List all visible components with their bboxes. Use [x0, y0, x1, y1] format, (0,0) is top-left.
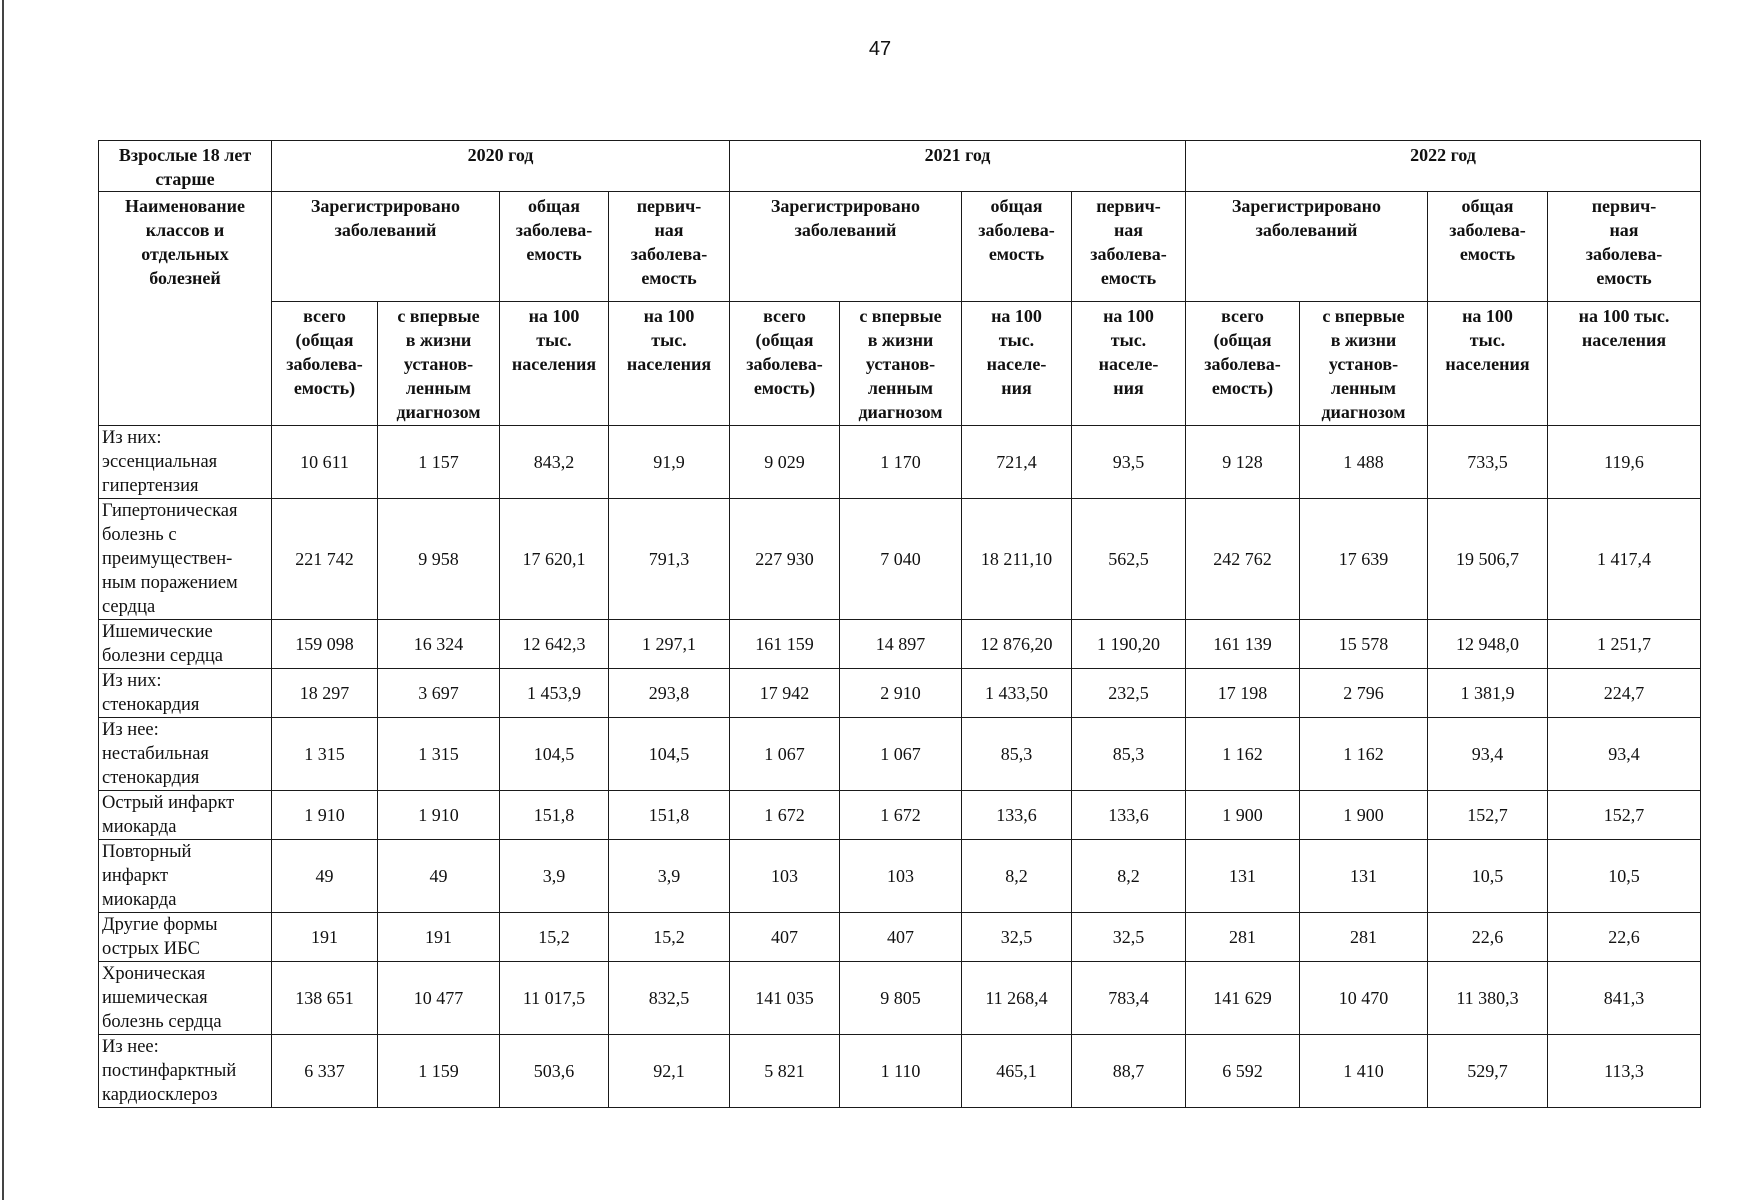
primary-morbidity-header: первич- ная заболева- емость — [1072, 192, 1186, 302]
value-cell: 242 762 — [1186, 499, 1300, 620]
value-cell: 227 930 — [730, 499, 840, 620]
value-cell: 113,3 — [1548, 1035, 1701, 1108]
per-100k-header: на 100 тыс. населения — [1548, 302, 1701, 426]
value-cell: 49 — [272, 840, 378, 913]
disease-name-cell: Повторный инфаркт миокарда — [99, 840, 272, 913]
value-cell: 281 — [1186, 913, 1300, 962]
disease-name-cell: Из них: эссенциальная гипертензия — [99, 426, 272, 499]
value-cell: 1 672 — [840, 791, 962, 840]
value-cell: 9 958 — [378, 499, 500, 620]
value-cell: 5 821 — [730, 1035, 840, 1108]
general-morbidity-header: общая заболева- емость — [500, 192, 609, 302]
value-cell: 1 900 — [1300, 791, 1428, 840]
header-row-groups — [99, 192, 1701, 302]
value-cell: 18 211,10 — [962, 499, 1072, 620]
page-number: 47 — [868, 38, 892, 60]
value-cell: 11 380,3 — [1428, 962, 1548, 1035]
value-cell: 10 470 — [1300, 962, 1428, 1035]
value-cell: 1 488 — [1300, 426, 1428, 499]
general-morbidity-header: общая заболева- емость — [962, 192, 1072, 302]
value-cell: 131 — [1186, 840, 1300, 913]
value-cell: 6 337 — [272, 1035, 378, 1108]
value-cell: 159 098 — [272, 620, 378, 669]
value-cell: 1 162 — [1300, 718, 1428, 791]
value-cell: 843,2 — [500, 426, 609, 499]
value-cell: 92,1 — [609, 1035, 730, 1108]
value-cell: 22,6 — [1548, 913, 1701, 962]
value-cell: 17 198 — [1186, 669, 1300, 718]
per-100k-header: на 100 тыс. населения — [609, 302, 730, 426]
value-cell: 8,2 — [962, 840, 1072, 913]
table-row — [99, 840, 1701, 913]
value-cell: 407 — [730, 913, 840, 962]
value-cell: 138 651 — [272, 962, 378, 1035]
value-cell: 281 — [1300, 913, 1428, 962]
value-cell: 232,5 — [1072, 669, 1186, 718]
value-cell: 529,7 — [1428, 1035, 1548, 1108]
value-cell: 191 — [378, 913, 500, 962]
value-cell: 3,9 — [609, 840, 730, 913]
value-cell: 783,4 — [1072, 962, 1186, 1035]
table-row — [99, 913, 1701, 962]
value-cell: 152,7 — [1428, 791, 1548, 840]
value-cell: 12 876,20 — [962, 620, 1072, 669]
value-cell: 103 — [730, 840, 840, 913]
value-cell: 1 170 — [840, 426, 962, 499]
per-100k-header: на 100 тыс. населе- ния — [962, 302, 1072, 426]
header-row-subcolumns — [99, 302, 1701, 426]
value-cell: 88,7 — [1072, 1035, 1186, 1108]
value-cell: 1 110 — [840, 1035, 962, 1108]
first-diagnosed-header: с впервые в жизни установ- ленным диагнозом — [1300, 302, 1428, 426]
value-cell: 15,2 — [500, 913, 609, 962]
value-cell: 14 897 — [840, 620, 962, 669]
total-header: всего (общая заболева- емость) — [1186, 302, 1300, 426]
registered-header: Зарегистрировано заболеваний — [730, 192, 962, 302]
value-cell: 1 672 — [730, 791, 840, 840]
value-cell: 1 297,1 — [609, 620, 730, 669]
per-100k-header: на 100 тыс. населе- ния — [1072, 302, 1186, 426]
value-cell: 141 629 — [1186, 962, 1300, 1035]
value-cell: 2 796 — [1300, 669, 1428, 718]
table-row — [99, 499, 1701, 620]
value-cell: 733,5 — [1428, 426, 1548, 499]
per-100k-header: на 100 тыс. населения — [1428, 302, 1548, 426]
table-row — [99, 620, 1701, 669]
registered-header: Зарегистрировано заболеваний — [1186, 192, 1428, 302]
table-row — [99, 1035, 1701, 1108]
disease-name-cell: Ишемические болезни сердца — [99, 620, 272, 669]
value-cell: 93,4 — [1548, 718, 1701, 791]
value-cell: 85,3 — [962, 718, 1072, 791]
disease-name-cell: Гипертоническая болезнь с преимуществен- ным поражением сердца — [99, 499, 272, 620]
value-cell: 841,3 — [1548, 962, 1701, 1035]
value-cell: 9 805 — [840, 962, 962, 1035]
value-cell: 224,7 — [1548, 669, 1701, 718]
value-cell: 465,1 — [962, 1035, 1072, 1108]
primary-morbidity-header: первич- ная заболева- емость — [1548, 192, 1701, 302]
value-cell: 119,6 — [1548, 426, 1701, 499]
value-cell: 1 157 — [378, 426, 500, 499]
general-morbidity-header: общая заболева- емость — [1428, 192, 1548, 302]
header-row-years — [99, 141, 1701, 192]
value-cell: 10 611 — [272, 426, 378, 499]
value-cell: 3 697 — [378, 669, 500, 718]
value-cell: 1 453,9 — [500, 669, 609, 718]
value-cell: 32,5 — [1072, 913, 1186, 962]
value-cell: 1 251,7 — [1548, 620, 1701, 669]
value-cell: 131 — [1300, 840, 1428, 913]
table-row — [99, 718, 1701, 791]
value-cell: 503,6 — [500, 1035, 609, 1108]
value-cell: 1 417,4 — [1548, 499, 1701, 620]
table-row — [99, 791, 1701, 840]
value-cell: 1 381,9 — [1428, 669, 1548, 718]
year-header: 2020 год — [272, 141, 730, 192]
value-cell: 10 477 — [378, 962, 500, 1035]
value-cell: 19 506,7 — [1428, 499, 1548, 620]
registered-header: Зарегистрировано заболеваний — [272, 192, 500, 302]
first-diagnosed-header: с впервые в жизни установ- ленным диагнозом — [378, 302, 500, 426]
value-cell: 293,8 — [609, 669, 730, 718]
value-cell: 16 324 — [378, 620, 500, 669]
value-cell: 17 639 — [1300, 499, 1428, 620]
value-cell: 407 — [840, 913, 962, 962]
value-cell: 721,4 — [962, 426, 1072, 499]
value-cell: 133,6 — [962, 791, 1072, 840]
value-cell: 10,5 — [1428, 840, 1548, 913]
table-row — [99, 962, 1701, 1035]
disease-name-cell: Из нее: постинфарктный кардиосклероз — [99, 1035, 272, 1108]
value-cell: 22,6 — [1428, 913, 1548, 962]
value-cell: 18 297 — [272, 669, 378, 718]
disease-name-header: Наименование классов и отдельных болезней — [99, 192, 272, 426]
value-cell: 11 268,4 — [962, 962, 1072, 1035]
value-cell: 1 162 — [1186, 718, 1300, 791]
value-cell: 15,2 — [609, 913, 730, 962]
year-header: 2021 год — [730, 141, 1186, 192]
value-cell: 1 433,50 — [962, 669, 1072, 718]
value-cell: 12 948,0 — [1428, 620, 1548, 669]
value-cell: 32,5 — [962, 913, 1072, 962]
value-cell: 93,5 — [1072, 426, 1186, 499]
value-cell: 133,6 — [1072, 791, 1186, 840]
value-cell: 562,5 — [1072, 499, 1186, 620]
table-row — [99, 426, 1701, 499]
morbidity-table — [98, 140, 1701, 1108]
value-cell: 8,2 — [1072, 840, 1186, 913]
value-cell: 9 029 — [730, 426, 840, 499]
value-cell: 9 128 — [1186, 426, 1300, 499]
value-cell: 191 — [272, 913, 378, 962]
value-cell: 2 910 — [840, 669, 962, 718]
value-cell: 6 592 — [1186, 1035, 1300, 1108]
table-row — [99, 669, 1701, 718]
value-cell: 1 910 — [378, 791, 500, 840]
value-cell: 1 910 — [272, 791, 378, 840]
value-cell: 791,3 — [609, 499, 730, 620]
value-cell: 85,3 — [1072, 718, 1186, 791]
value-cell: 103 — [840, 840, 962, 913]
value-cell: 15 578 — [1300, 620, 1428, 669]
value-cell: 161 159 — [730, 620, 840, 669]
value-cell: 7 040 — [840, 499, 962, 620]
value-cell: 832,5 — [609, 962, 730, 1035]
value-cell: 93,4 — [1428, 718, 1548, 791]
corner-header: Взрослые 18 лет старше — [99, 141, 272, 192]
value-cell: 17 620,1 — [500, 499, 609, 620]
value-cell: 12 642,3 — [500, 620, 609, 669]
disease-name-cell: Другие формы острых ИБС — [99, 913, 272, 962]
value-cell: 1 190,20 — [1072, 620, 1186, 669]
value-cell: 221 742 — [272, 499, 378, 620]
value-cell: 1 067 — [840, 718, 962, 791]
left-margin-line — [2, 0, 4, 1200]
value-cell: 141 035 — [730, 962, 840, 1035]
value-cell: 1 159 — [378, 1035, 500, 1108]
table-body — [99, 426, 1701, 1108]
value-cell: 91,9 — [609, 426, 730, 499]
value-cell: 49 — [378, 840, 500, 913]
value-cell: 1 067 — [730, 718, 840, 791]
value-cell: 1 410 — [1300, 1035, 1428, 1108]
value-cell: 152,7 — [1548, 791, 1701, 840]
value-cell: 161 139 — [1186, 620, 1300, 669]
value-cell: 17 942 — [730, 669, 840, 718]
value-cell: 104,5 — [500, 718, 609, 791]
value-cell: 11 017,5 — [500, 962, 609, 1035]
value-cell: 151,8 — [500, 791, 609, 840]
value-cell: 1 315 — [378, 718, 500, 791]
disease-name-cell: Из них: стенокардия — [99, 669, 272, 718]
disease-name-cell: Хроническая ишемическая болезнь сердца — [99, 962, 272, 1035]
value-cell: 10,5 — [1548, 840, 1701, 913]
value-cell: 104,5 — [609, 718, 730, 791]
disease-name-cell: Из нее: нестабильная стенокардия — [99, 718, 272, 791]
per-100k-header: на 100 тыс. населения — [500, 302, 609, 426]
value-cell: 1 315 — [272, 718, 378, 791]
value-cell: 151,8 — [609, 791, 730, 840]
value-cell: 3,9 — [500, 840, 609, 913]
first-diagnosed-header: с впервые в жизни установ- ленным диагнозом — [840, 302, 962, 426]
value-cell: 1 900 — [1186, 791, 1300, 840]
year-header: 2022 год — [1186, 141, 1701, 192]
total-header: всего (общая заболева- емость) — [272, 302, 378, 426]
primary-morbidity-header: первич- ная заболева- емость — [609, 192, 730, 302]
disease-name-cell: Острый инфаркт миокарда — [99, 791, 272, 840]
total-header: всего (общая заболева- емость) — [730, 302, 840, 426]
